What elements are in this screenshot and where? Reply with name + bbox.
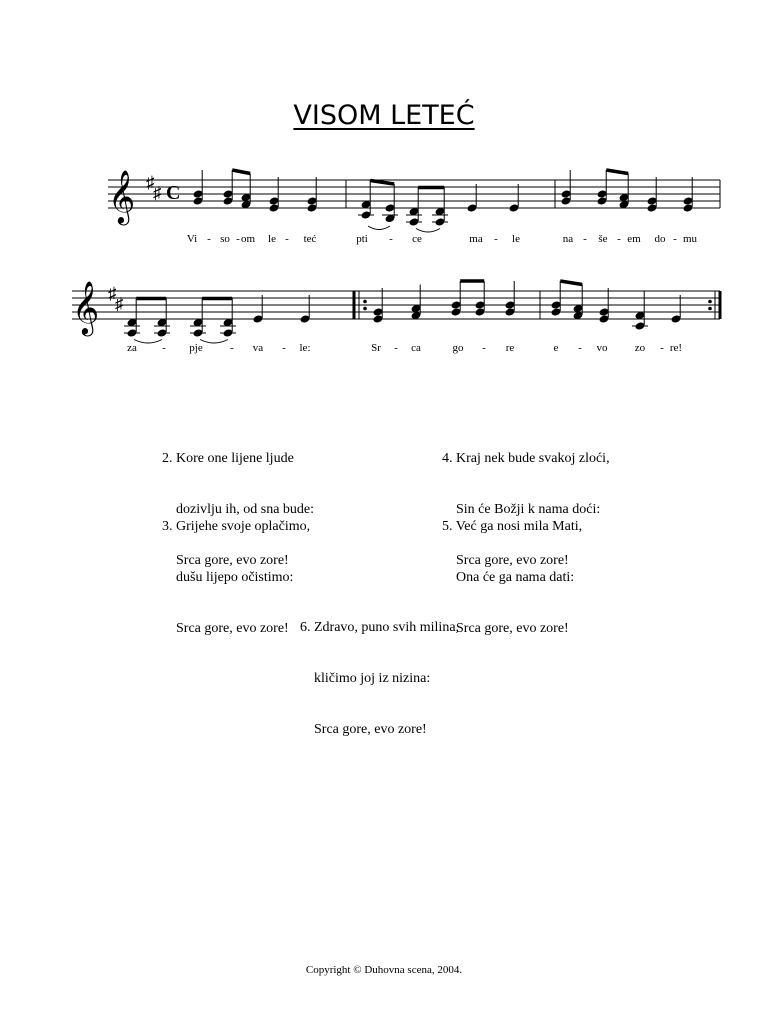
sharp-f: ♯ [146, 173, 155, 192]
time-signature: C [166, 182, 181, 204]
lyric-syllable: ma [469, 233, 483, 245]
repeat-dot [363, 307, 367, 311]
lyric-syllable: le [268, 233, 276, 245]
note [505, 281, 516, 317]
lyric-syllable: va [252, 342, 264, 354]
lyric-syllable: - [673, 233, 677, 245]
repeat-dot [708, 300, 712, 304]
lyric-syllable: - [583, 233, 587, 245]
lyric-syllable: vo [596, 342, 608, 354]
note [223, 299, 234, 338]
copyright-notice: Copyright © Duhovna scena, 2004. [305, 964, 463, 976]
note [619, 174, 630, 210]
treble-clef: 𝄞 [108, 171, 136, 222]
note [551, 281, 562, 317]
song-title-text: VISOM LETEĆ [293, 100, 475, 131]
note [241, 174, 252, 210]
verse-line: Srca gore, evo zore! [442, 621, 569, 636]
note [385, 184, 396, 223]
verse-line: Ona će ga nama dati: [442, 570, 575, 585]
verse-5 [442, 484, 582, 671]
lyric-syllable: zo [634, 342, 646, 354]
verse-line: kličimo joj iz nizina: [300, 671, 431, 686]
verse-line: 2. Kore one lijene ljude [162, 451, 294, 466]
beam [232, 170, 250, 174]
note [597, 170, 608, 206]
lyric-syllable: - [578, 342, 582, 354]
lyric-syllable: Sr [371, 342, 381, 354]
note [361, 181, 372, 220]
lyric-syllable: za [127, 342, 137, 354]
lyric-syllable: - [236, 233, 240, 245]
note [683, 177, 694, 213]
lyric-syllable: ca [411, 342, 421, 354]
sharp-c: ♯ [153, 183, 162, 203]
lyric-syllable: - [660, 342, 664, 354]
slur [416, 229, 440, 233]
lyric-syllable: - [282, 342, 286, 354]
lyric-syllable: em [627, 233, 641, 245]
note [193, 299, 204, 338]
note [127, 299, 138, 338]
note [269, 177, 280, 213]
sharp-f: ♯ [108, 284, 117, 303]
lyric-syllable: - [482, 342, 486, 354]
lyric-syllable: - [394, 342, 398, 354]
sharp-c: ♯ [115, 294, 124, 314]
lyric-syllable: mu [682, 233, 698, 245]
lyric-syllable: - [207, 233, 211, 245]
lyric-syllable: om [240, 233, 256, 245]
lyric-syllable: - [285, 233, 289, 245]
note [193, 170, 204, 206]
repeat-dot [363, 300, 367, 304]
verse-line: dozivlju ih, od sna bude: [162, 502, 315, 517]
note [435, 188, 446, 227]
lyric-syllable: - [617, 233, 621, 245]
note [223, 170, 234, 206]
note [635, 292, 646, 331]
note [373, 288, 384, 324]
verse-line: 4. Kraj nek bude svakoj zloći, [442, 451, 610, 466]
lyric-syllable: - [389, 233, 393, 245]
lyric-syllable: le: [299, 342, 311, 354]
slur [200, 340, 228, 344]
lyric-syllable: pti [356, 233, 368, 245]
verse-line: Srca gore, evo zore! [162, 553, 289, 568]
verse-6 [300, 585, 459, 772]
note [475, 281, 486, 317]
lyric-syllable: na [562, 233, 574, 245]
verse-3 [162, 484, 310, 671]
note [561, 170, 572, 206]
verse-line: Sin će Božji k nama doći: [442, 502, 601, 517]
lyric-syllable: do [654, 233, 666, 245]
lyric-syllable: go [452, 342, 464, 354]
lyric-syllable: - [494, 233, 498, 245]
lyric-syllable: le [512, 233, 520, 245]
verse-line: 6. Zdravo, puno svih milina, [300, 620, 460, 635]
verse-line: Srca gore, evo zore! [300, 722, 427, 737]
note [157, 299, 168, 338]
repeat-dot [708, 307, 712, 311]
note [509, 184, 520, 213]
note [411, 285, 422, 321]
note [253, 295, 264, 324]
lyric-syllable: Vi [186, 233, 198, 245]
note [307, 177, 318, 213]
lyric-syllable: re! [669, 342, 683, 354]
verse-line: 5. Već ga nosi mila Mati, [442, 519, 583, 534]
note [409, 188, 420, 227]
lyric-syllable: re [505, 342, 515, 354]
music-score [0, 0, 768, 380]
lyric-syllable: še [598, 233, 608, 245]
verse-line: dušu lijepo očistimo: [162, 570, 294, 585]
beam [606, 170, 628, 174]
lyric-syllable: e [553, 342, 559, 354]
beam [370, 181, 394, 185]
verse-line: Srca gore, evo zore! [442, 553, 569, 568]
verse-line: Srca gore, evo zore! [162, 621, 289, 636]
note [451, 281, 462, 317]
verse-line: 3. Grijehe svoje oplačimo, [162, 519, 311, 534]
lyric-syllable: - [162, 342, 166, 354]
lyric-syllable: ce [412, 233, 422, 245]
note [467, 184, 478, 213]
beam [560, 281, 582, 285]
lyric-syllable: so [220, 233, 230, 245]
slur [368, 226, 390, 230]
slur [134, 340, 162, 344]
note [647, 177, 658, 213]
note [671, 295, 682, 324]
lyric-syllable: pje [189, 342, 203, 354]
treble-clef: 𝄞 [72, 282, 100, 333]
lyric-syllable: - [230, 342, 234, 354]
note [300, 295, 311, 324]
note [573, 285, 584, 321]
note [599, 288, 610, 324]
lyric-syllable: teć [303, 233, 317, 245]
